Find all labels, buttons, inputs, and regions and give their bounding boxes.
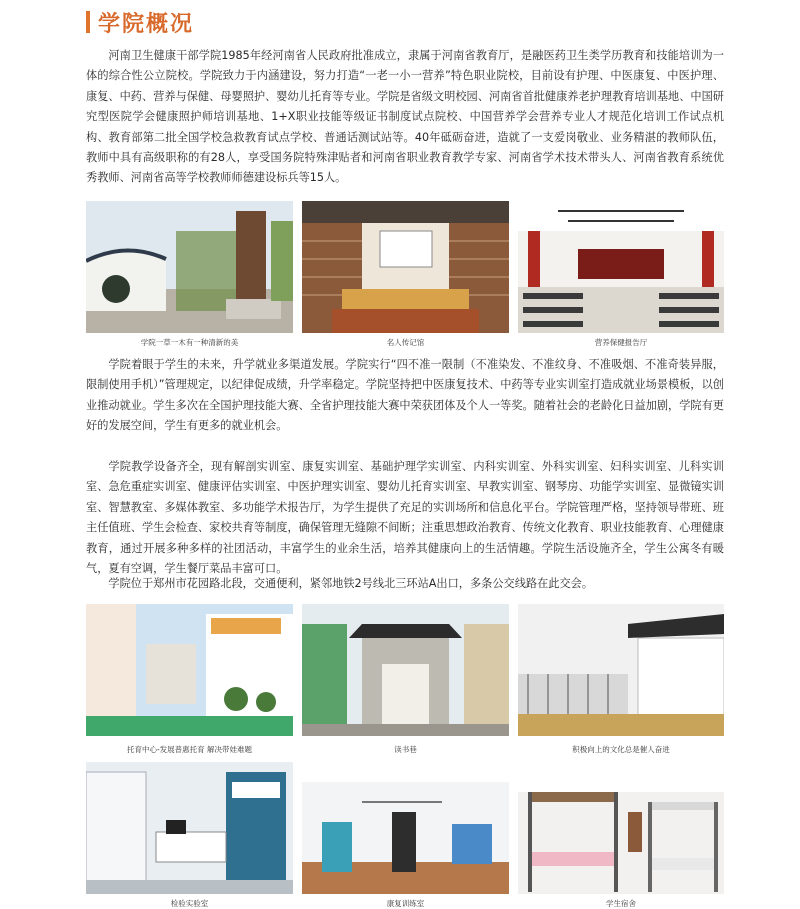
title-accent-bar: [86, 11, 90, 33]
photo-caption: 读书巷: [394, 745, 417, 754]
photo-caption: 积极向上的文化总是催人奋进: [572, 745, 670, 754]
photo-caption: 康复训练室: [386, 899, 425, 908]
lecture-hall-photo: [518, 201, 724, 333]
childcare-center-photo: [86, 604, 293, 736]
paragraph-students: 学院着眼于学生的未来，升学就业多渠道发展。学院实行“四不准一限制（不准染发、不准纹身、不准吸烟、不准奇装异服，限制使用手机）”管理规定，以纪律促成绩，升学率稳定。学院坚持把中医康复技术、中药等专业实训室打造成就业场景模板，以创业推动就业。学生多次在全国护理技能大赛、全省护理技能大赛中荣获团体及个人一等奖。随着社会的老龄化日益加剧，学院有更好的发展空间，学生有更多的就业机会。: [86, 358, 724, 433]
paragraph-intro: 河南卫生健康干部学院1985年经河南省人民政府批准成立，隶属于河南省教育厅，是融医药卫生类学历教育和技能培训为一体的综合性公立院校。学院致力于内涵建设，努力打造“一老一小一营养”特色职业院校，目前设有护理、中医康复、中医护理、康复、中药、营养与保健、母婴照护、婴幼儿托育等专业。学院是省级文明校园、河南省首批健康养老护理教育培训基地、中国研究型医院学会健康照护师培训基地、1+X职业技能等级证书制度试点院校、中国营养学会营养专业人才规范化培训工作试点机构、教育部第二批全国学校急救教育试点学校、普通话测试站等。40年砥砺奋进，造就了一支爱岗敬业、业务精湛的教师队伍，教师中具有高级职称的有28人，享受国务院特殊津贴者和河南省职业教育教学专家、河南省学术技术带头人、河南省教育系统优秀教师、河南省高等学校教师师德建设标兵等15人。: [86, 49, 724, 185]
photo-caption: 学院一草一木有一种清新的美: [140, 338, 239, 347]
library-photo: [302, 201, 509, 333]
campus-garden-photo: [86, 201, 293, 333]
paragraph-location: 学院位于郑州市花园路北段，交通便利，紧邻地铁2号线北三环站A出口，多条公交线路在此交会。: [108, 577, 594, 590]
photo-caption: 托育中心-发展普惠托育 解决带娃难题: [126, 745, 253, 754]
culture-wall-photo: [518, 604, 724, 736]
reading-lane-photo: [302, 604, 509, 736]
photo-caption: 检验实验室: [170, 899, 209, 908]
photo-caption: 营养保健报告厅: [594, 338, 648, 347]
rehab-room-photo: [302, 762, 509, 894]
paragraph-facilities: 学院教学设备齐全，现有解剖实训室、康复实训室、基础护理学实训室、内科实训室、外科实训室、妇科实训室、儿科实训室、急危重症实训室、健康评估实训室、中医护理实训室、婴幼儿托育实训室、早教实训室、钢琴房、功能学实训室、显微镜实训室、智慧教室、多媒体教室、多功能学术报告厅，为学生提供了充足的实训场所和信息化平台。学院管理严格，坚持领导带班、班主任值班、学生会检查、家校共育等制度，确保管理无缝隙不间断；注重思想政治教育、传统文化教育、职业技能教育、心理健康教育，通过开展多种多样的社团活动，丰富学生的业余生活，培养其健康向上的生活情趣。学院生活设施齐全，学生公寓冬有暖气，夏有空调，学生餐厅菜品丰富可口。: [86, 460, 724, 576]
photo-caption: 名人传记馆: [386, 338, 425, 347]
section-title-text: 学院概况: [98, 11, 195, 37]
photo-caption: 学生宿舍: [606, 899, 636, 908]
dormitory-photo: [518, 762, 724, 894]
lab-photo: [86, 762, 293, 894]
section-title: [86, 6, 194, 38]
